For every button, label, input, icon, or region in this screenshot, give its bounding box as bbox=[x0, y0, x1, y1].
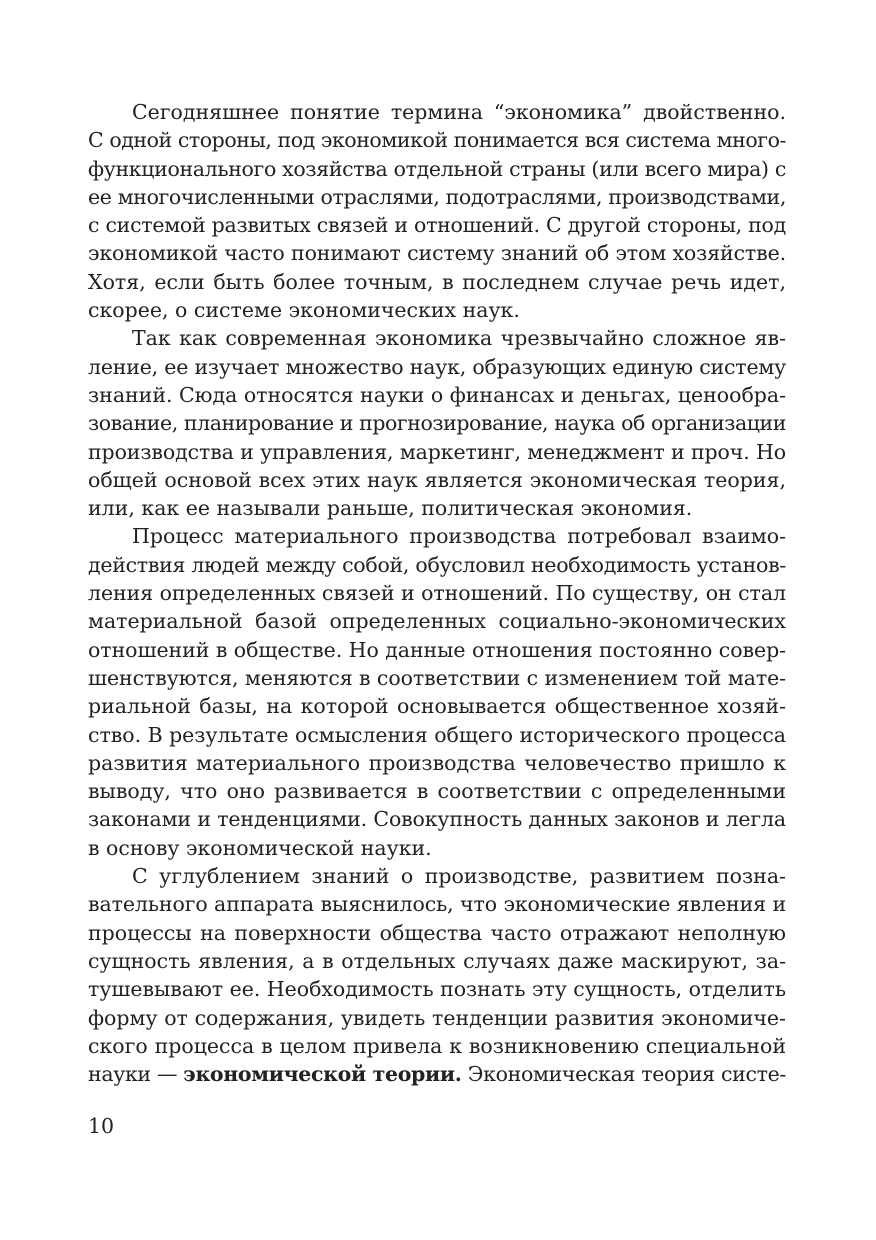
paragraph-2 bbox=[88, 324, 786, 522]
text-line: С одной стороны, под экономикой понимается вся система много- bbox=[88, 128, 786, 153]
text-line: Процесс материального производства потребовал взаимо- bbox=[132, 524, 786, 549]
text-before-term: науки — bbox=[88, 1062, 184, 1087]
text-line: развития материального производства человечество пришло к bbox=[88, 750, 786, 775]
text-line: отношений в обществе. Но данные отношения постоянно совер- bbox=[88, 637, 787, 662]
text-line: вательного аппарата выяснилось, что экономические явления и bbox=[88, 892, 787, 917]
text-line: знаний. Сюда относятся науки о финансах и деньгах, ценообра- bbox=[88, 382, 787, 407]
page-number: 10 bbox=[88, 1114, 115, 1138]
text-line: ления определенных связей и отношений. По существу, он стал bbox=[88, 581, 786, 606]
text-line: ство. В результате осмысления общего исторического процесса bbox=[88, 722, 786, 747]
text-line: в основу экономической науки. bbox=[88, 835, 432, 860]
text-line: выводу, что оно развивается в соответствии с определенными bbox=[88, 779, 786, 804]
bold-term: экономической теории. bbox=[183, 1062, 462, 1087]
body-text bbox=[88, 98, 786, 1088]
text-line: ление, ее изучает множество наук, образующих единую систему bbox=[88, 354, 786, 379]
text-line: Так как современная экономика чрезвычайно сложное яв- bbox=[132, 326, 786, 351]
text-after-term: Экономическая теория систе- bbox=[461, 1062, 786, 1087]
text-line: действия людей между собой, обусловил необходимость установ- bbox=[88, 552, 786, 577]
text-line: зование, планирование и прогнозирование, наука об организации bbox=[88, 411, 786, 436]
paragraph-4 bbox=[88, 862, 786, 1088]
text-line: Хотя, если быть более точным, в последнем случае речь идет, bbox=[88, 269, 786, 294]
text-line: риальной базы, на которой основывается общественное хозяй- bbox=[88, 694, 786, 719]
text-line: материальной базой определенных социально-экономических bbox=[88, 609, 786, 634]
text-line: скорее, о системе экономических наук. bbox=[88, 298, 520, 323]
text-line: экономикой часто понимают систему знаний об этом хозяйстве. bbox=[88, 241, 786, 266]
text-line: Сегодняшнее понятие термина “экономика” двойственно. bbox=[132, 100, 786, 124]
text-line: общей основой всех этих наук является экономическая теория, bbox=[88, 467, 786, 492]
text-line: С углублением знаний о производстве, развитием позна- bbox=[132, 864, 786, 889]
text-line: производства и управления, маркетинг, менеджмент и проч. Но bbox=[88, 439, 787, 464]
text-line: законами и тенденциями. Совокупность данных законов и легла bbox=[88, 807, 786, 832]
text-line: ского процесса в целом привела к возникновению специальной bbox=[88, 1033, 786, 1058]
text-line: функционального хозяйства отдельной страны (или всего мира) с bbox=[88, 156, 787, 181]
paragraph-3 bbox=[88, 522, 786, 862]
text-line: или, как ее называли раньше, политическая экономия. bbox=[88, 496, 693, 521]
text-line: сущность явления, а в отдельных случаях даже маскируют, за- bbox=[88, 948, 786, 973]
text-line: ее многочисленными отраслями, подотраслями, производствами, bbox=[88, 184, 786, 209]
text-line: с системой развитых связей и отношений. С другой стороны, под bbox=[88, 213, 786, 238]
text-line: тушевывают ее. Необходимость познать эту сущность, отделить bbox=[88, 977, 786, 1002]
text-line: форму от содержания, увидеть тенденции развития экономиче- bbox=[88, 1005, 786, 1030]
paragraph-1 bbox=[88, 98, 786, 324]
text-line: процессы на поверхности общества часто отражают неполную bbox=[88, 920, 786, 945]
text-line: шенствуются, меняются в соответствии с изменением той мате- bbox=[88, 665, 787, 690]
text-line-with-term bbox=[88, 1060, 786, 1088]
